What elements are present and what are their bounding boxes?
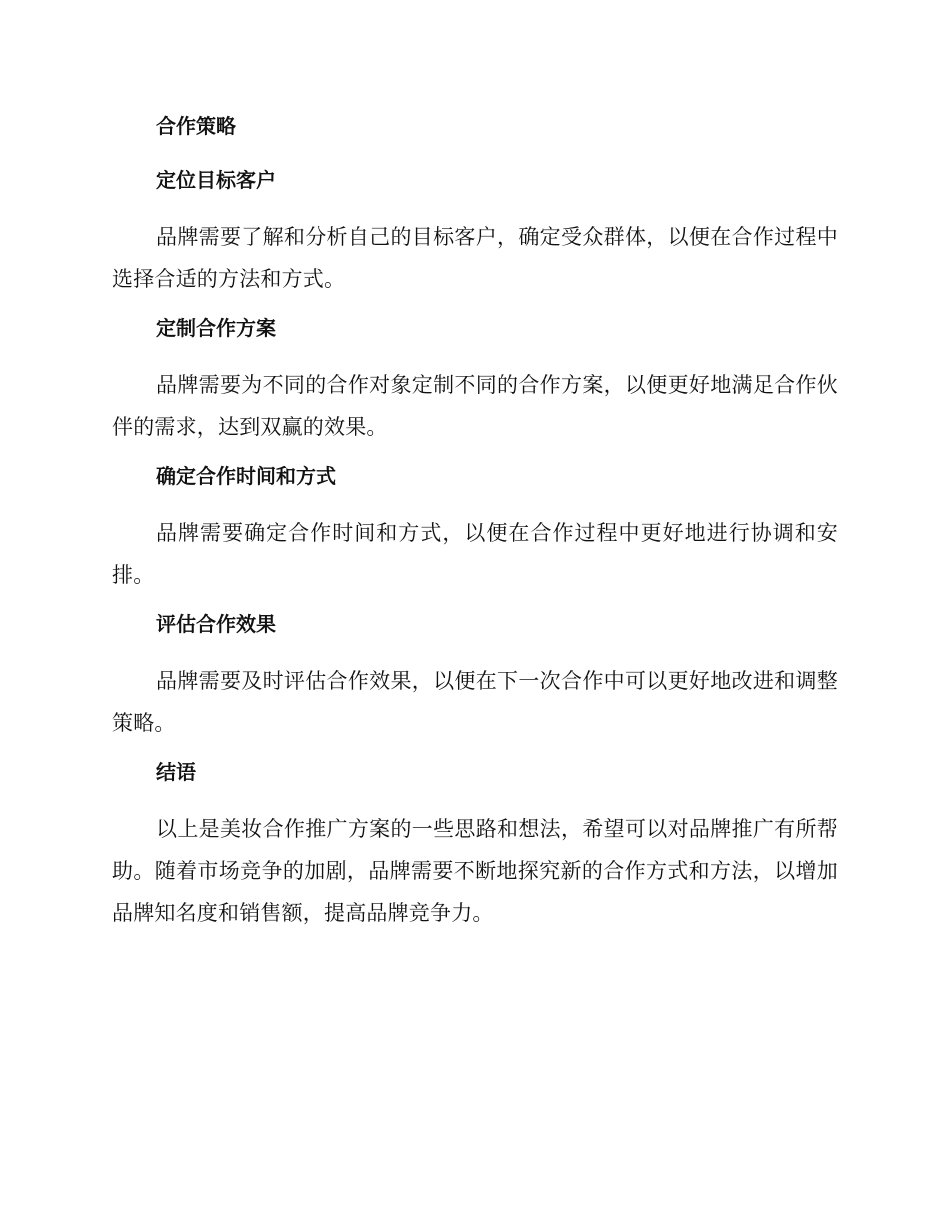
subheading-evaluate-effect: 评估合作效果 [156,612,276,636]
section-heading-cooperation-strategy: 合作策略 [156,114,236,138]
subheading-time-and-method: 确定合作时间和方式 [156,464,336,488]
document-page [112,108,838,944]
subheading-conclusion: 结语 [156,760,196,784]
paragraph-target-customers: 品牌需要了解和分析自己的目标客户，确定受众群体，以便在合作过程中选择合适的方法和方式。 [112,225,838,291]
paragraph-time-and-method: 品牌需要确定合作时间和方式，以便在合作过程中更好地进行协调和安排。 [112,521,838,587]
subheading-custom-plan: 定制合作方案 [156,316,276,340]
subheading-target-customers: 定位目标客户 [156,168,276,192]
paragraph-conclusion: 以上是美妆合作推广方案的一些思路和想法，希望可以对品牌推广有所帮助。随着市场竞争的加剧，品牌需要不断地探究新的合作方式和方法，以增加品牌知名度和销售额，提高品牌竞争力。 [112,817,838,925]
paragraph-custom-plan: 品牌需要为不同的合作对象定制不同的合作方案，以便更好地满足合作伙伴的需求，达到双赢的效果。 [112,373,838,439]
paragraph-evaluate-effect: 品牌需要及时评估合作效果，以便在下一次合作中可以更好地改进和调整策略。 [112,669,838,735]
